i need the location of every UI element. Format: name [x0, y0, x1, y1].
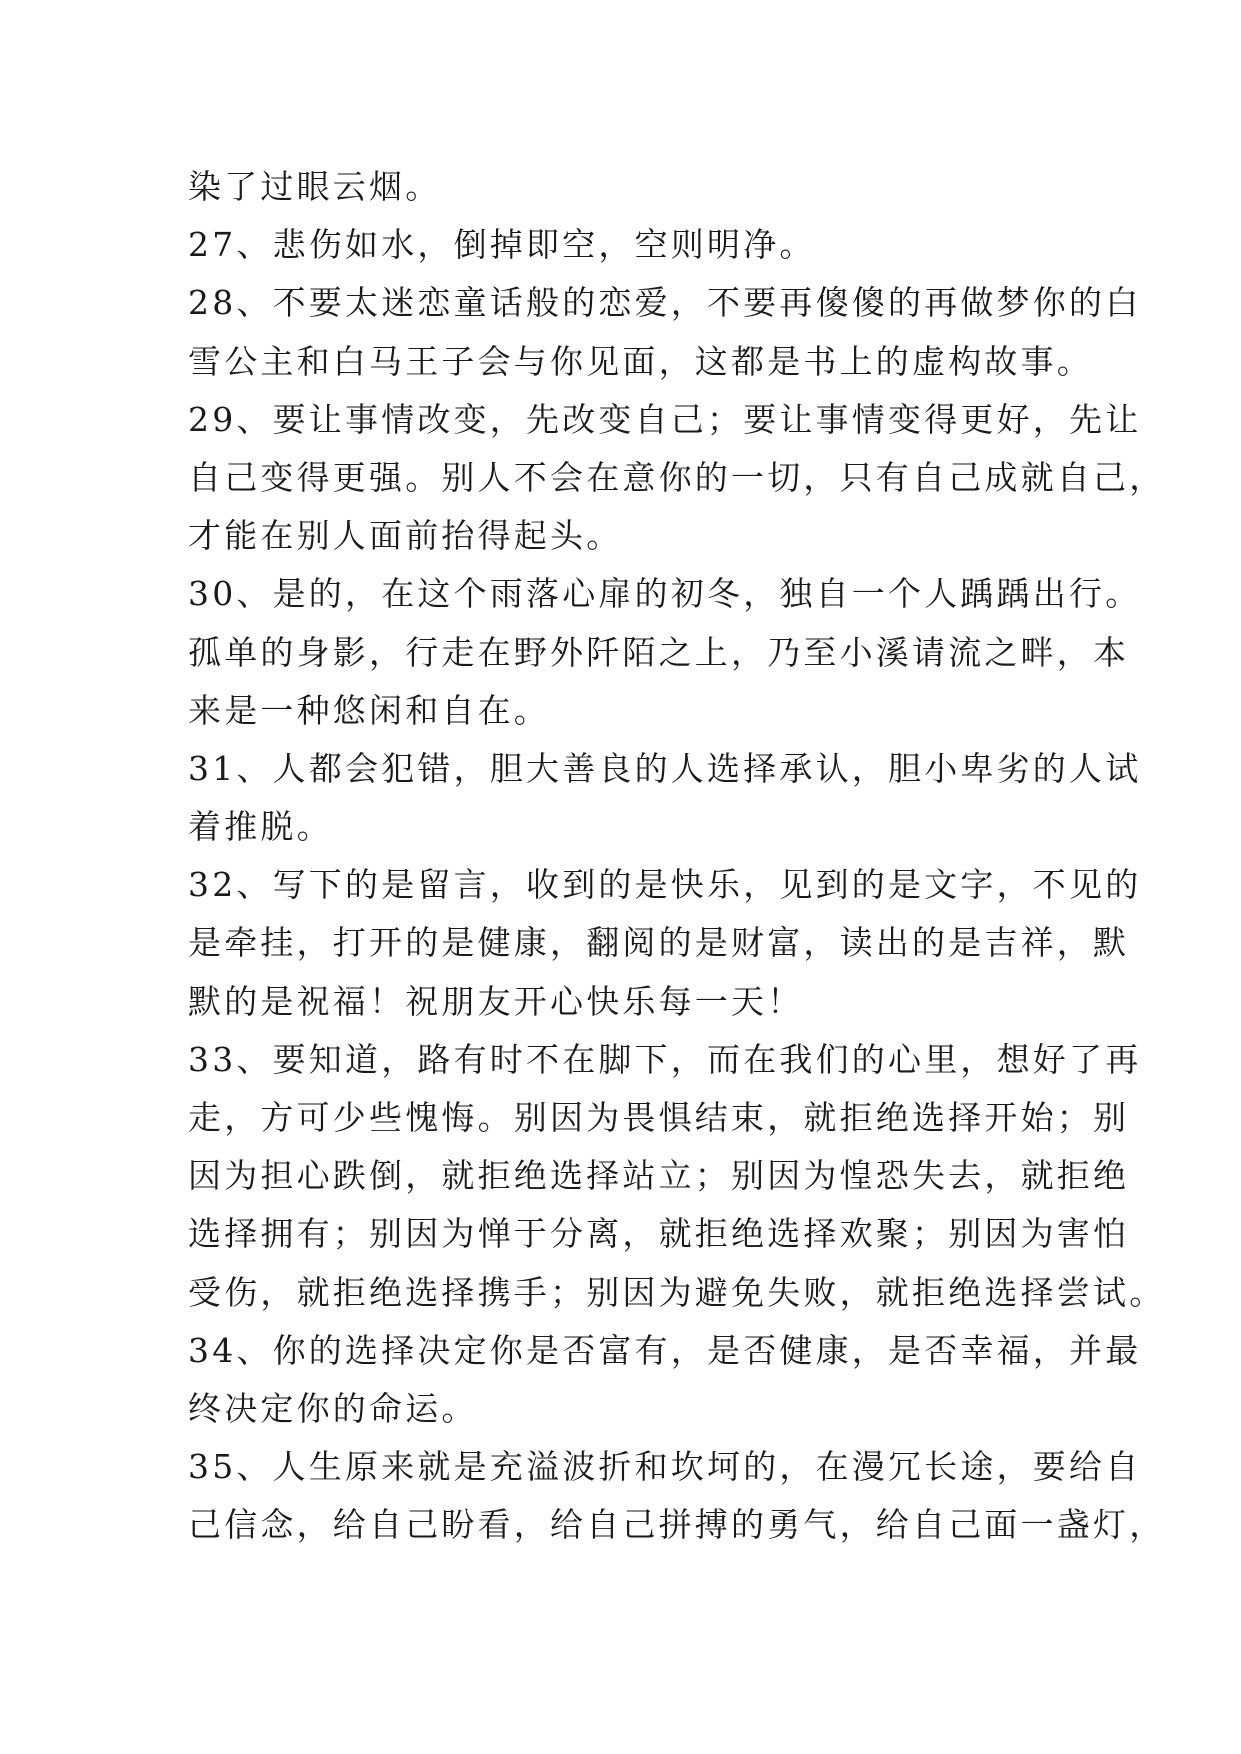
text-line: 28、不要太迷恋童话般的恋爱，不要再傻傻的再做梦你的白 [188, 283, 1142, 323]
text-line: 32、写下的是留言，收到的是快乐，见到的是文字，不见的 [188, 865, 1142, 905]
text-line: 因为担心跌倒，就拒绝选择站立；别因为惶恐失去，就拒绝 [188, 1156, 1130, 1196]
document-body [188, 158, 1166, 1555]
text-line: 染了过眼云烟。 [188, 167, 442, 206]
text-line: 己信念，给自己盼看，给自己拼搏的勇气，给自己面一盏灯， [188, 1505, 1166, 1545]
text-line: 35、人生原来就是充溢波折和坎坷的，在漫冗长途，要给自 [188, 1447, 1142, 1487]
text-line: 默的是祝福！祝朋友开心快乐每一天！ [188, 981, 804, 1021]
text-line: 自己变得更强。别人不会在意你的一切，只有自己成就自己， [188, 457, 1166, 497]
text-line: 雪公主和白马王子会与你见面，这都是书上的虚构故事。 [188, 341, 1093, 381]
text-line: 选择拥有；别因为惮于分离，就拒绝选择欢聚；别因为害怕 [188, 1214, 1130, 1254]
text-line: 才能在别人面前抬得起头。 [188, 516, 623, 556]
text-line: 受伤，就拒绝选择携手；别因为避免失败，就拒绝选择尝试。 [188, 1272, 1166, 1312]
text-line: 27、悲伤如水，倒掉即空，空则明净。 [188, 225, 816, 265]
text-line: 34、你的选择决定你是否富有，是否健康，是否幸福，并最 [188, 1330, 1142, 1370]
text-line: 着推脱。 [188, 807, 333, 847]
text-line: 33、要知道，路有时不在脚下，而在我们的心里，想好了再 [188, 1039, 1142, 1079]
text-line: 走，方可少些愧悔。别因为畏惧结束，就拒绝选择开始；别 [188, 1098, 1130, 1137]
text-line: 31、人都会犯错，胆大善良的人选择承认，胆小卑劣的人试 [188, 748, 1142, 788]
text-line: 来是一种悠闲和自在。 [188, 690, 550, 730]
text-line: 29、要让事情改变，先改变自己；要让事情变得更好，先让 [188, 399, 1142, 439]
text-line: 是牵挂，打开的是健康，翻阅的是财富，读出的是吉祥，默 [188, 923, 1130, 963]
text-line: 30、是的，在这个雨落心扉的初冬，独自一个人踽踽出行。 [188, 574, 1142, 614]
text-line: 终决定你的命运。 [188, 1388, 478, 1428]
text-line: 孤单的身影，行走在野外阡陌之上，乃至小溪请流之畔，本 [188, 632, 1130, 672]
